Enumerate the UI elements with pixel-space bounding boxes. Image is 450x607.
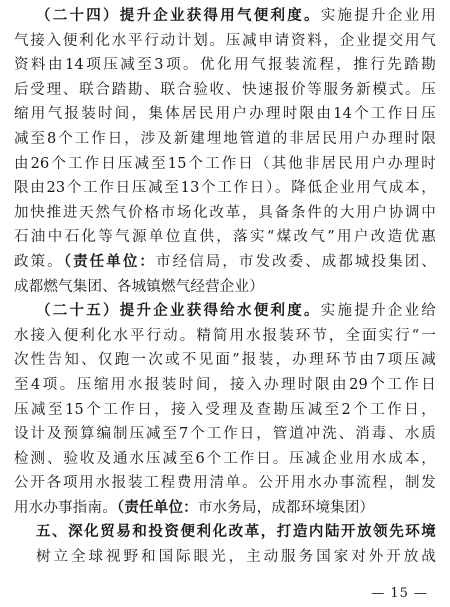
section-25-line-3: 次性告知、仅跑一次或不见面”报装，办理环节由7项压减: [14, 352, 436, 369]
page-number: — 15 —: [371, 586, 428, 601]
section-24-line-9: 加快推进天然气价格市场化改革，具备条件的大用户协调中: [14, 204, 436, 221]
section-24-line-5: 缩用气报装时间，集体居民用户办理时限由14个工作日压: [14, 106, 436, 123]
section-5-heading: 五、深化贸易和投资便利化改革，打造内陆开放领先环境: [36, 524, 436, 541]
section-25-line-1-text: 实施提升企业给: [320, 303, 436, 320]
section-25-resp-units: 市水务局，成都环境集团）: [197, 499, 375, 516]
section-24-resp-prefix: 政策。: [14, 253, 64, 270]
section-24-line-12: 成都燃气集团、各城镇燃气经营企业）: [14, 278, 264, 295]
section-25-line-8: 公开各项用水报装工程费用清单。公开用水办事流程，制发: [14, 475, 436, 492]
section-24-title: （二十四）提升企业获得用气便利度。: [36, 7, 321, 24]
section-24-line-11: [14, 250, 436, 275]
section-25-resp-prefix: 用水办事指南。: [14, 499, 117, 516]
section-25-line-6: 设计及预算编制压减至7个工作日，管道冲洗、消毒、水质: [14, 426, 436, 443]
section-24-resp-units: 市经信局，市发改委、成都城投集团、: [156, 253, 436, 270]
section-24-line-2: 气接入便利化水平行动计划。压减申请资料，企业提交用气: [14, 32, 436, 49]
section-24-line-7: 由26个工作日压减至15个工作日（其他非居民用户办理时: [14, 155, 436, 172]
section-25-line-1: [14, 299, 436, 324]
section-24-line-1-text: 实施提升企业用: [320, 8, 436, 24]
section-24-resp-label: （责任单位：: [63, 252, 156, 270]
section-24-paragraph: [14, 4, 436, 299]
section-25-paragraph: [14, 299, 436, 520]
section-24-line-1: [14, 4, 436, 29]
section-24-line-10: 石油中石化等气源单位直供，落实“煤改气”用户改造优惠: [14, 229, 436, 246]
section-25-line-9: [14, 496, 436, 521]
section-25-line-4: 至4项。压缩用水报装时间，接入办理时限由29个工作日: [14, 376, 436, 393]
section-24-line-8: 限由23个工作日压减至13个工作日）。降低企业用气成本，: [14, 180, 436, 197]
section-5-heading-block: [14, 520, 436, 545]
section-25-line-2: 水接入便利化水平行动。精简用水报装环节，全面实行“一: [14, 327, 436, 344]
section-25-title: （二十五）提升企业获得给水便利度。: [36, 302, 321, 320]
section-5-paragraph: [14, 545, 436, 570]
section-5-line-1: 树立全球视野和国际眼光，主动服务国家对外开放战: [36, 549, 436, 566]
section-24-line-4: 后受理、联合踏勘、联合验收、快速报价等服务新模式。压: [14, 81, 436, 98]
section-24-line-3: 资料由14项压减至3项。优化用气报装流程，推行先踏勘: [14, 57, 436, 74]
section-25-line-7: 检测、验收及通水压减至6个工作日。压减企业用水成本，: [14, 450, 436, 467]
section-25-resp-label: （责任单位：: [116, 498, 198, 516]
section-25-line-5: 压减至15个工作日，接入受理及查勘压减至2个工作日，: [14, 401, 436, 418]
section-24-line-6: 减至8个工作日，涉及新建埋地管道的非居民用户办理时限: [14, 130, 436, 147]
document-body: [14, 4, 436, 570]
